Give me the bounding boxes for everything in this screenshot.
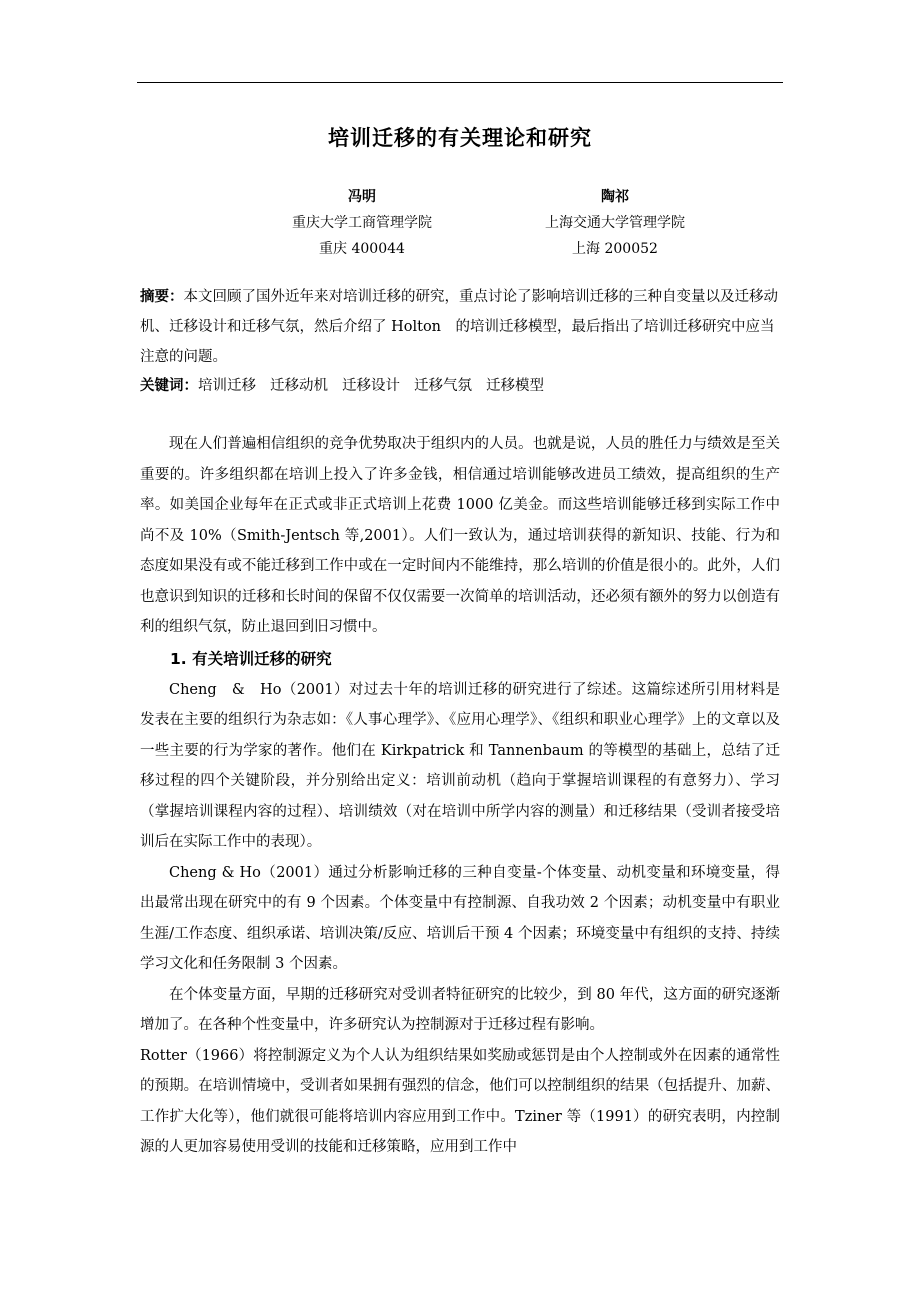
body-paragraph: Cheng & Ho（2001）对过去十年的培训迁移的研究进行了综述。这篇综述所引用材料是发表在主要的组织行为杂志如：《人事心理学》、《应用心理学》、《组织和职业心理学》上的文章以及一些主要的行为学家的著作。他们在 Kirkpatrick 和 Tannenbaum 的等模型的基础上，总结了迁移过程的四个关键阶段，并分别给出定义：培训前动机（趋向于掌握培训课程的有意努力）、学习（掌握培训课程内容的过程）、培训绩效（对在培训中所学内容的测量）和迁移结果（受训者接受培训后在实际工作中的表现）。 bbox=[140, 681, 780, 850]
abstract-text: 本文回顾了国外近年来对培训迁移的研究，重点讨论了影响培训迁移的三种自变量以及迁移动机、迁移设计和迁移气氛，然后介绍了 Holton 的培训迁移模型，最后指出了培训迁移研究中应当注意的问题。 bbox=[140, 289, 778, 365]
abstract bbox=[140, 282, 780, 372]
author-block-1 bbox=[262, 184, 462, 262]
author-address: 重庆 400044 bbox=[319, 241, 405, 257]
author-affiliation: 重庆大学工商管理学院 bbox=[292, 215, 432, 231]
keywords bbox=[140, 371, 780, 401]
author-name: 陶祁 bbox=[601, 189, 629, 205]
body-paragraph: Rotter（1966）将控制源定义为个人认为组织结果如奖励或惩罚是由个人控制或外在因素的通常性的预期。在培训情境中，受训者如果拥有强烈的信念，他们可以控制组织的结果（包括提升、加薪、工作扩大化等），他们就很可能将培训内容应用到工作中。Tziner 等（1991）的研究表明，内控制源的人更加容易使用受训的技能和迁移策略，应用到工作中 bbox=[140, 1047, 780, 1155]
body-paragraph: Cheng & Ho（2001）通过分析影响迁移的三种自变量-个体变量、动机变量和环境变量，得出最常出现在研究中的有 9 个因素。个体变量中有控制源、自我功效 2 个因素；动机变量中有职业生涯/工作态度、组织承诺、培训决策/反应、培训后干预 4 个因素；环境变量中有组织的支持、持续学习文化和任务限制 3 个因素。 bbox=[140, 864, 780, 972]
header-rule bbox=[137, 82, 783, 83]
author-address: 上海 200052 bbox=[572, 241, 658, 257]
keyword: 培训迁移 bbox=[198, 378, 256, 394]
author-block-2 bbox=[515, 184, 715, 262]
author-name: 冯明 bbox=[348, 189, 376, 205]
keyword: 迁移动机 bbox=[270, 378, 328, 394]
keywords-label: 关键词： bbox=[140, 378, 198, 394]
author-affiliation: 上海交通大学管理学院 bbox=[545, 215, 685, 231]
paper-title: 培训迁移的有关理论和研究 bbox=[328, 126, 592, 150]
abstract-label: 摘要： bbox=[140, 289, 184, 305]
body-text bbox=[140, 429, 780, 1163]
keyword: 迁移模型 bbox=[486, 378, 544, 394]
body-paragraph: 在个体变量方面，早期的迁移研究对受训者特征研究的比较少，到 80 年代，这方面的研究逐渐增加了。在各种个性变量中，许多研究认为控制源对于迁移过程有影响。 bbox=[140, 986, 780, 1033]
section-heading: 1. 有关培训迁移的研究 bbox=[170, 649, 332, 668]
keyword: 迁移设计 bbox=[342, 378, 400, 394]
intro-paragraph: 现在人们普遍相信组织的竞争优势取决于组织内的人员。也就是说，人员的胜任力与绩效是至关重要的。许多组织都在培训上投入了许多金钱，相信通过培训能够改进员工绩效，提高组织的生产率。如美国企业每年在正式或非正式培训上花费 1000 亿美金。而这些培训能够迁移到实际工作中尚不及 10%（Smith-Jentsch 等,2001）。人们一致认为，通过培训获得的新知识、技能、行为和态度如果没有或不能迁移到工作中或在一定时间内不能维持，那么培训的价值是很小的。此外，人们也意识到知识的迁移和长时间的保留不仅仅需要一次简单的培训活动，还必须有额外的努力以创造有利的组织气氛，防止退回到旧习惯中。 bbox=[140, 436, 780, 635]
keyword: 迁移气氛 bbox=[414, 378, 472, 394]
